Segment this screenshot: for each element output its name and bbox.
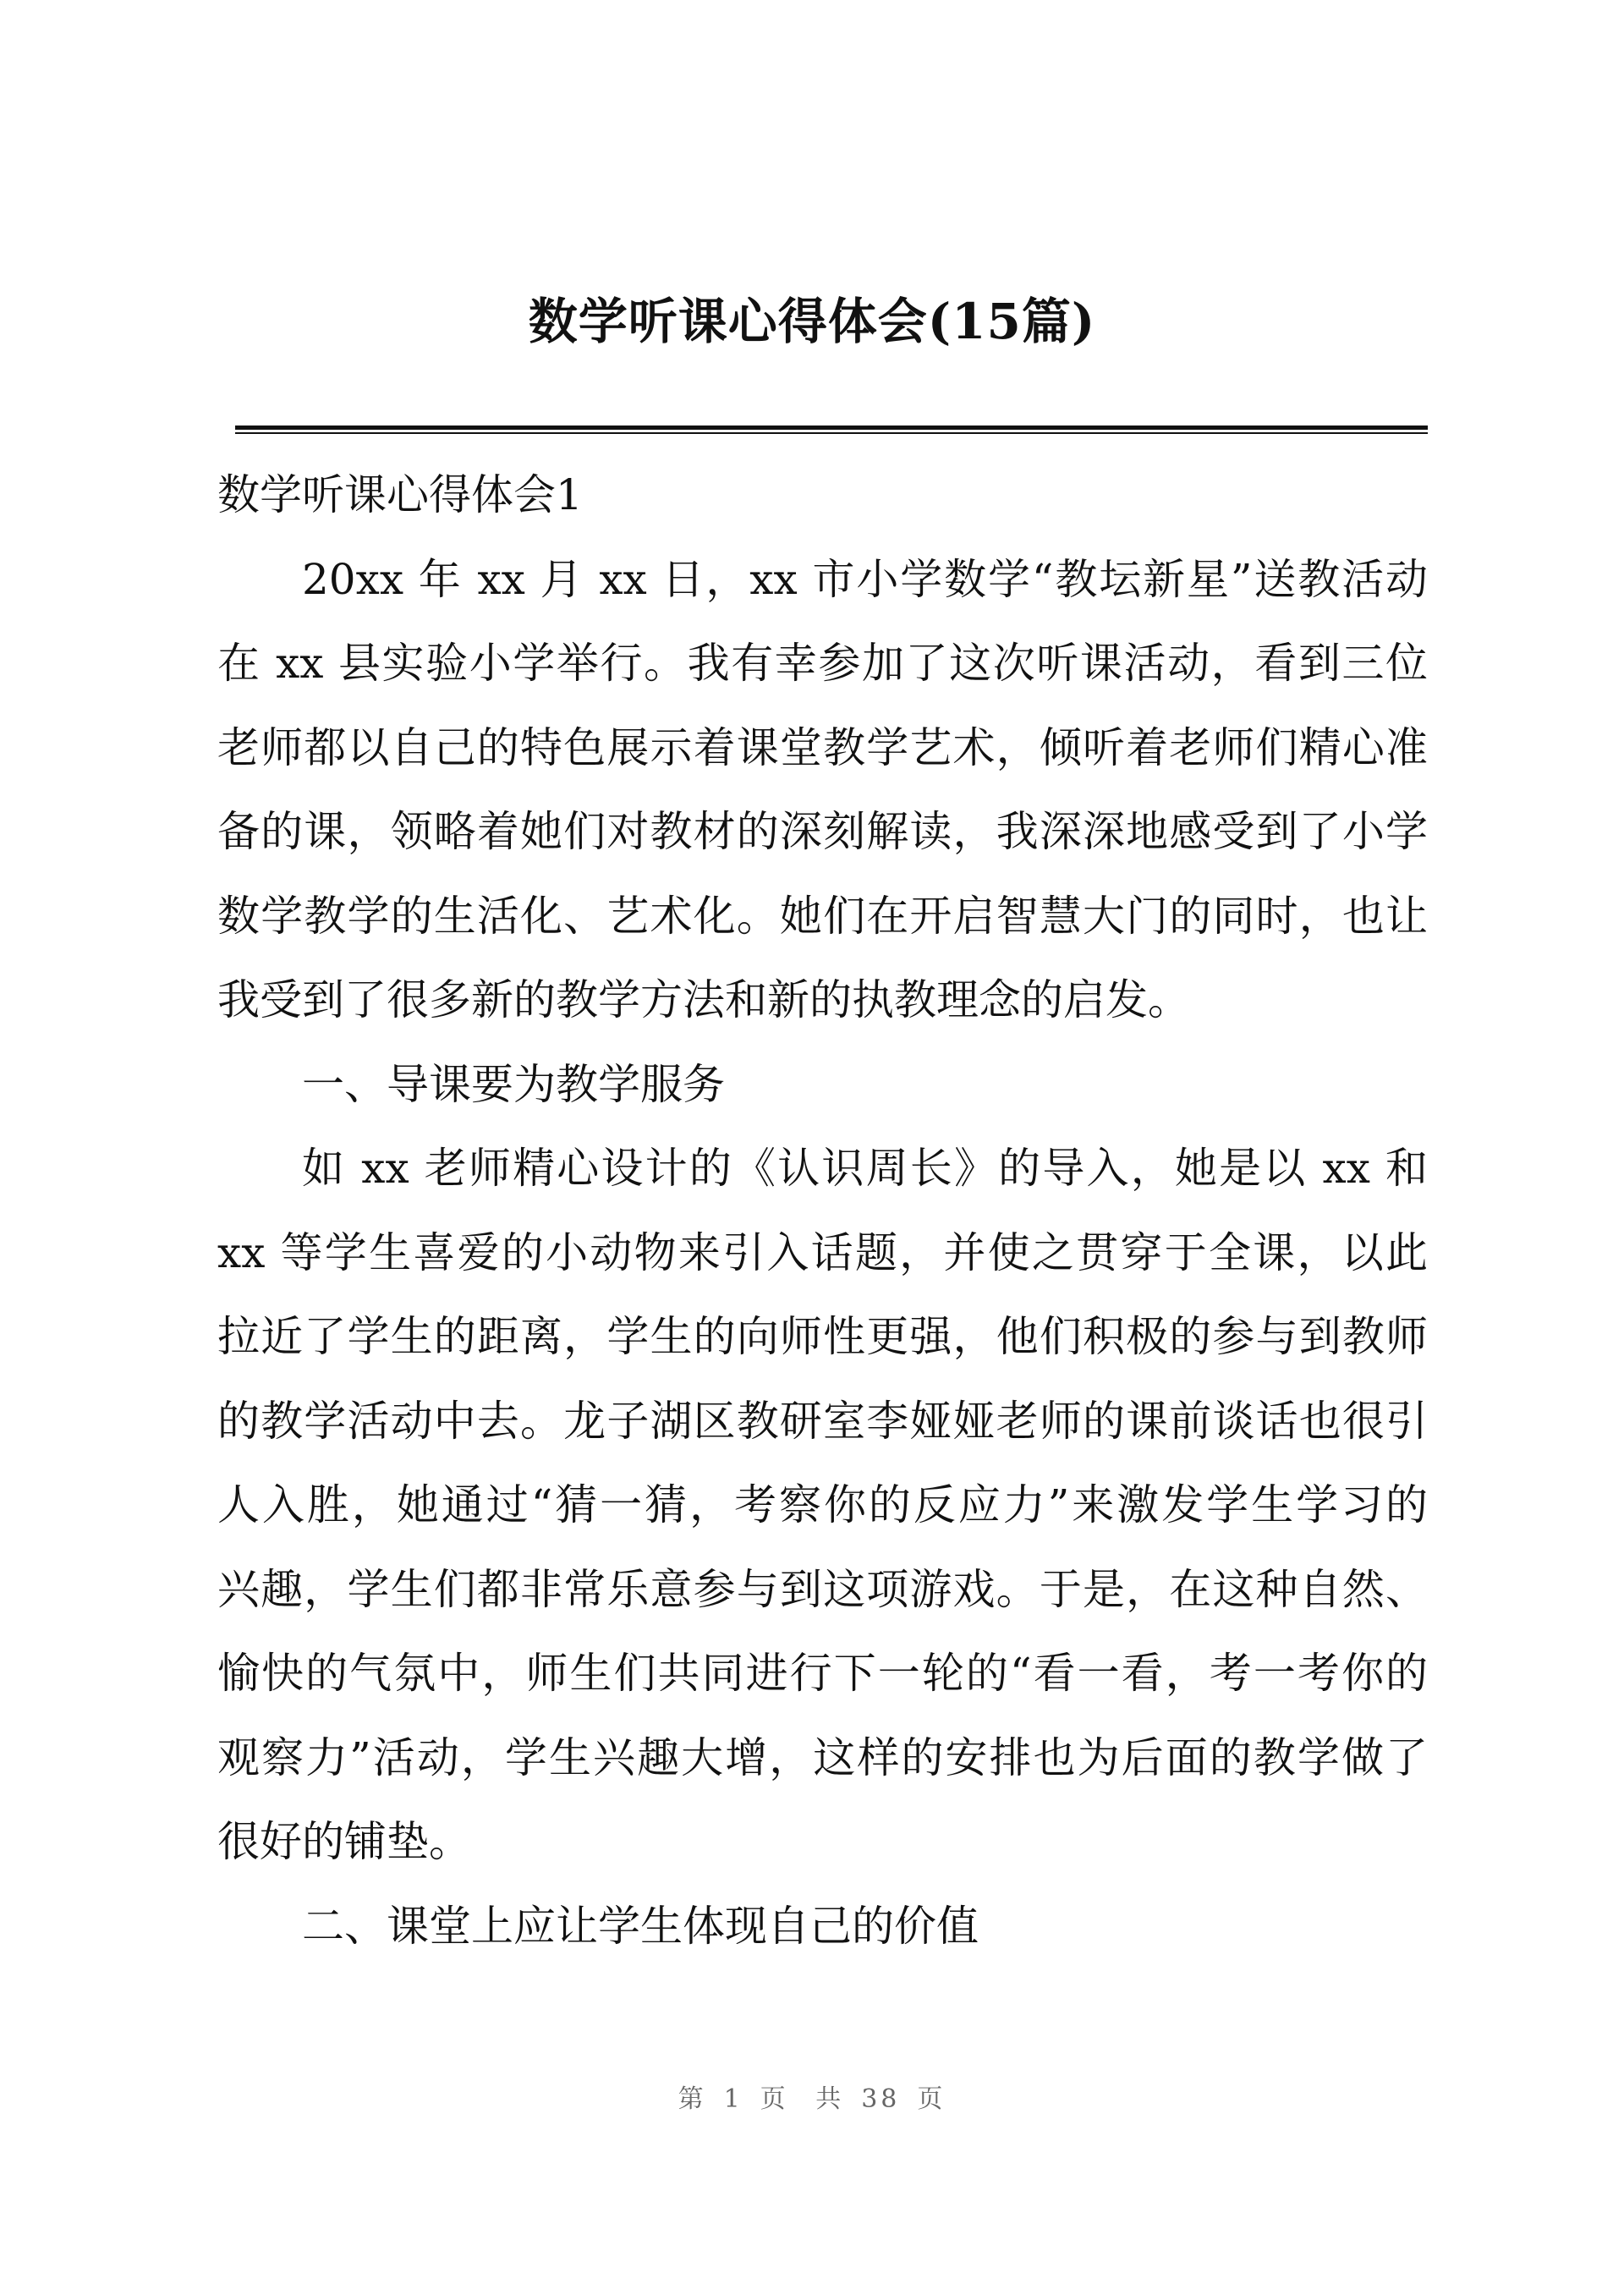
paragraph-line: 兴趣，学生们都非常乐意参与到这项游戏。于是，在这种自然、 xyxy=(217,1564,1428,1614)
section-heading: 数学听课心得体会1 xyxy=(217,470,583,519)
footer-total-pages: 38 xyxy=(861,2084,901,2114)
paragraph-line: 备的课，领略着她们对教材的深刻解读，我深深地感受到了小学 xyxy=(217,807,1428,856)
document-body xyxy=(217,453,1428,1968)
paragraph-line: 我受到了很多新的教学方法和新的执教理念的启发。 xyxy=(217,975,1190,1024)
paragraph-line: 很好的铺垫。 xyxy=(217,1817,471,1866)
paragraph-line: 如 xx 老师精心设计的《认识周长》的导入，她是以 xx 和 xyxy=(302,1144,1428,1193)
paragraph-line: xx 等学生喜爱的小动物来引入话题，并使之贯穿于全课，以此 xyxy=(217,1227,1428,1277)
footer-page-number: 1 xyxy=(723,2084,743,2114)
rule-thin-line xyxy=(235,432,1428,434)
footer-suffix: 页 xyxy=(917,2084,946,2114)
paragraph-line: 拉近了学生的距离，学生的向师性更强，他们积极的参与到教师 xyxy=(217,1312,1428,1361)
paragraph-line: 在 xx 县实验小学举行。我有幸参加了这次听课活动，看到三位 xyxy=(217,639,1428,688)
footer-prefix: 第 xyxy=(678,2084,707,2114)
paragraph-line: 老师都以自己的特色展示着课堂教学艺术，倾听着老师们精心准 xyxy=(217,722,1428,772)
page-footer xyxy=(0,2078,1624,2115)
rule-thick-line xyxy=(235,426,1428,430)
paragraph-line: 愉快的气氛中，师生们共同进行下一轮的“看一看，考一考你的 xyxy=(217,1649,1428,1698)
paragraph-line: 观察力”活动，学生兴趣大增，这样的安排也为后面的教学做了 xyxy=(217,1732,1428,1782)
paragraph-line: 二、课堂上应让学生体现自己的价值 xyxy=(302,1901,979,1951)
paragraph-line: 一、导课要为教学服务 xyxy=(302,1059,725,1109)
paragraph-line: 的教学活动中去。龙子湖区教研室李娅娅老师的课前谈话也很引 xyxy=(217,1396,1428,1446)
paragraph-line: 人入胜，她通过“猜一猜，考察你的反应力”来激发学生学习的 xyxy=(217,1480,1428,1529)
document-title: 数学听课心得体会(15篇) xyxy=(528,293,1096,350)
title-double-rule xyxy=(235,426,1428,434)
paragraph-line: 数学教学的生活化、艺术化。她们在开启智慧大门的同时，也让 xyxy=(217,891,1428,941)
paragraph-line: 20xx 年 xx 月 xx 日，xx 市小学数学“教坛新星”送教活动 xyxy=(302,554,1428,604)
footer-mid: 页 共 xyxy=(760,2084,845,2114)
